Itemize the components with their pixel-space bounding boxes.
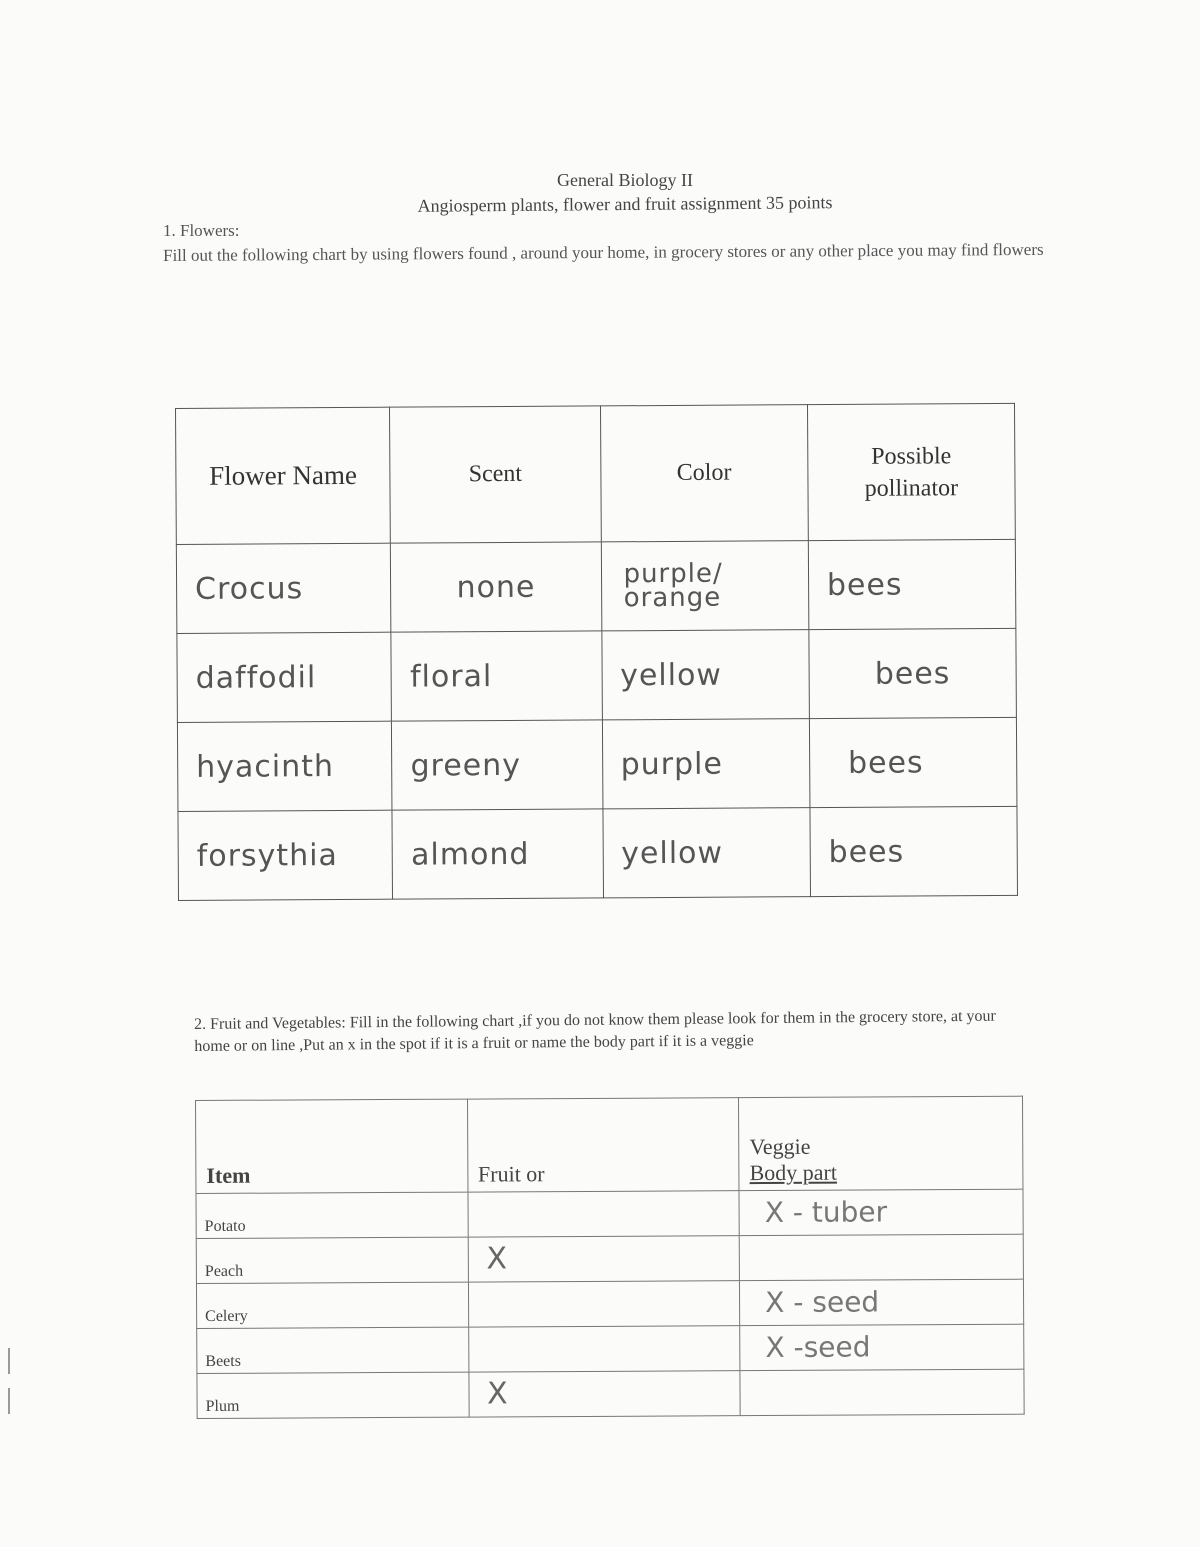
item-cell: Plum bbox=[197, 1372, 469, 1418]
flower-chart-header-row bbox=[176, 403, 1016, 544]
color-cell bbox=[601, 541, 809, 631]
column-header-veggie bbox=[739, 1096, 1023, 1190]
item-cell: Potato bbox=[196, 1192, 468, 1238]
pollinator-cell: bees bbox=[808, 539, 1016, 629]
section1-heading: 1. Flowers: bbox=[163, 221, 240, 240]
table-row bbox=[176, 539, 1016, 633]
table-row bbox=[196, 1279, 1023, 1328]
pollinator-header-text: Possible pollinator bbox=[864, 442, 959, 502]
fruit-mark-cell bbox=[468, 1326, 740, 1372]
fruit-mark-cell: X bbox=[469, 1371, 741, 1417]
column-header-color: Color bbox=[600, 405, 808, 542]
scan-margin-mark bbox=[8, 1388, 10, 1414]
fruit-mark-cell: X bbox=[468, 1236, 740, 1282]
flower-name-cell: forsythia bbox=[178, 810, 393, 900]
course-title: General Biology II bbox=[557, 170, 693, 190]
scent-cell: none bbox=[391, 542, 602, 632]
table-row bbox=[197, 1369, 1024, 1418]
pollinator-cell: bees bbox=[810, 806, 1018, 896]
flower-name-cell: daffodil bbox=[177, 632, 392, 722]
table-row bbox=[178, 806, 1018, 900]
veggie-body-part-cell: X -seed bbox=[740, 1324, 1024, 1370]
fruit-mark-cell bbox=[468, 1281, 740, 1327]
table-row bbox=[177, 628, 1017, 722]
veggie-body-part-cell bbox=[740, 1369, 1024, 1415]
item-cell: Celery bbox=[196, 1282, 468, 1328]
veggie-header-line1: Veggie bbox=[749, 1133, 811, 1160]
table-row bbox=[197, 1324, 1024, 1373]
section2-instructions: 2. Fruit and Vegetables: Fill in the following chart ,if you do not know them please look for them in the grocery store, at your home or on line ,Put an x in the spot if it is a fruit or name the body part if it is a veggie bbox=[194, 1007, 996, 1055]
scent-cell: floral bbox=[391, 631, 602, 721]
column-header-fruit: Fruit or bbox=[467, 1098, 739, 1192]
table-row bbox=[196, 1234, 1023, 1283]
column-header-item: Item bbox=[196, 1099, 468, 1193]
section1-instructions: Fill out the following chart by using flowers found , around your home, in grocery stores or any other place you may find flowers bbox=[163, 239, 1044, 265]
veggie-body-part-cell: X - tuber bbox=[739, 1189, 1023, 1235]
fruit-mark-cell bbox=[468, 1191, 740, 1237]
column-header-pollinator bbox=[807, 403, 1015, 540]
item-cell: Peach bbox=[196, 1237, 468, 1283]
color-cell: purple bbox=[602, 719, 810, 809]
scent-cell: almond bbox=[392, 809, 603, 899]
table-row bbox=[177, 717, 1017, 811]
veggie-header-line2: Body part bbox=[749, 1159, 838, 1186]
item-cell: Beets bbox=[197, 1327, 469, 1373]
veggie-body-part-cell bbox=[739, 1234, 1023, 1280]
flower-chart bbox=[175, 403, 1018, 901]
flower-name-cell: hyacinth bbox=[177, 721, 392, 811]
table-row bbox=[196, 1189, 1023, 1238]
color-cell: yellow bbox=[601, 630, 809, 720]
fruit-veggie-chart bbox=[195, 1096, 1025, 1419]
column-header-scent: Scent bbox=[390, 406, 601, 543]
fruit-chart-header-row bbox=[196, 1096, 1023, 1193]
flower-name-cell: Crocus bbox=[176, 543, 391, 633]
veggie-body-part-cell: X - seed bbox=[740, 1279, 1024, 1325]
column-header-flower-name: Flower Name bbox=[176, 407, 391, 544]
color-cell: yellow bbox=[602, 808, 810, 898]
color-text: purple/ orange bbox=[623, 558, 723, 614]
scent-cell: greeny bbox=[392, 720, 603, 810]
scan-margin-mark bbox=[8, 1348, 10, 1374]
assignment-title: Angiosperm plants, flower and fruit assignment 35 points bbox=[417, 192, 833, 216]
pollinator-cell: bees bbox=[809, 628, 1017, 718]
pollinator-cell: bees bbox=[809, 717, 1017, 807]
